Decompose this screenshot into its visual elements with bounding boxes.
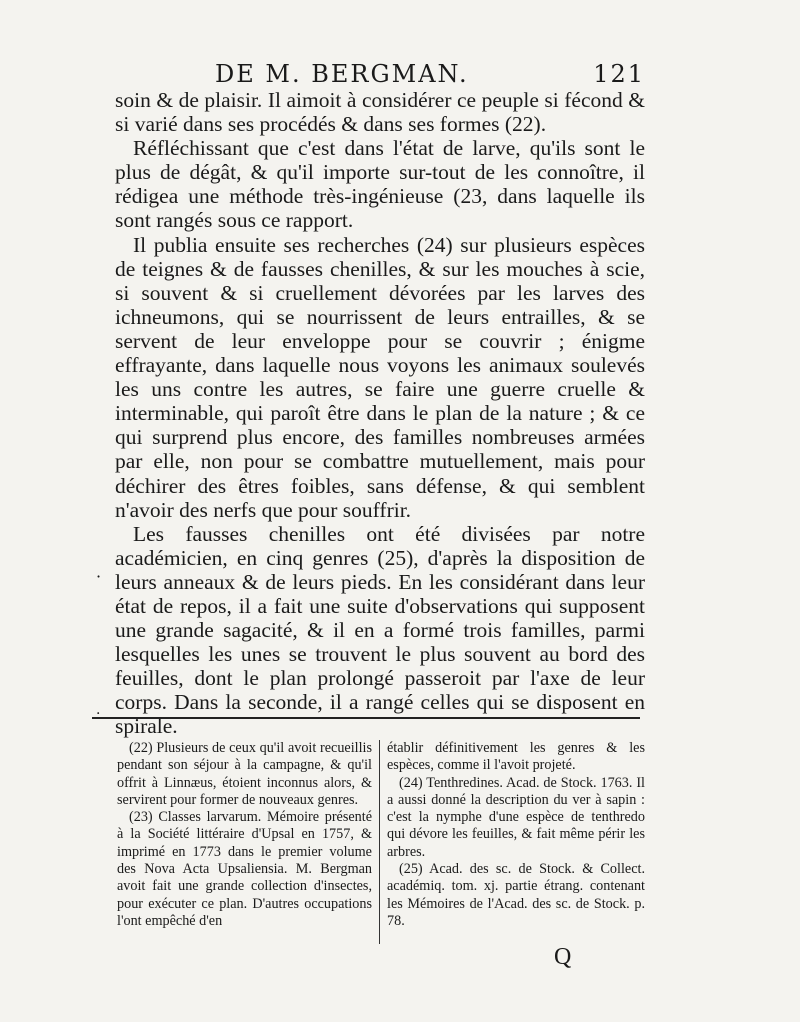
footnotes-right-column <box>387 740 645 930</box>
paragraph: Les fausses chenilles ont été divisées par notre académicien, en cinq genres (25), d'après la disposition de leurs anneaux & de leurs pieds. En les considérant dans leur état de repos, il a fait une suite d'observations qui supposent une grande sagacité, & il en a formé trois familles, parmi lesquelles les unes se trouvent le plus souvent au bord des feuilles, dont le plan prolongé passeroit par l'axe de leur corps. Dans la seconde, il a rangé celles qui se disposent en spirale. <box>115 521 645 739</box>
footnote-separator <box>92 717 640 719</box>
footnote: (24) Tenthredines. Acad. de Stock. 1763. Il a aussi donné la description du ver à sapin : c'est la nymphe d'une espèce de tenthredo qui dévore les feuilles, & fait même périr les arbres. <box>387 774 645 860</box>
paragraph: soin & de plaisir. Il aimoit à considérer ce peuple si fécond & si varié dans ses procédés & dans ses formes (22). <box>115 88 645 137</box>
signature-mark: Q <box>554 944 572 970</box>
footnote: (22) Plusieurs de ceux qu'il avoit recueillis pendant son séjour à la campagne, & qu'il offrit à Linnæus, étoient inconnus alors, & servirent pour former de nouveaux genres. <box>117 740 372 808</box>
footnote-continuation: établir définitivement les genres & les espèces, comme il l'avoit projeté. <box>387 740 645 774</box>
footnotes-left-column <box>117 740 372 930</box>
column-divider <box>379 740 380 944</box>
rule-dot: · <box>96 706 101 722</box>
paragraph: Il publia ensuite ses recherches (24) sur plusieurs espèces de teignes & de fausses chenilles, & sur les mouches à scie, si souvent & si cruellement dévorées par les larves des ichneumons, qui se nourrissent de leurs entrailles, & se servent de leur enveloppe pour se couvrir ; énigme effrayante, dans laquelle nous voyons les animaux soulevés les uns contre les autres, se faire une guerre cruelle & interminable, qui paroît être dans le plan de la nature ; & ce qui surprend plus encore, des familles nombreuses armées par elle, non pour se combattre mutuellement, mais pour déchirer des êtres foibles, sans défense, & qui semblent n'avoir des nerfs que pour souffrir. <box>115 232 645 522</box>
footnote: (23) Classes larvarum. Mémoire présenté à la Société littéraire d'Upsal en 1757, & imprimé en 1773 dans le premier volume des Nova Acta Upsaliensia. M. Bergman avoit fait une grande collection d'insectes, pour exécuter ce plan. D'autres occupations l'ont empêché d'en <box>117 809 372 929</box>
main-text <box>115 88 645 739</box>
footnote: (25) Acad. des sc. de Stock. & Collect. académiq. tom. xj. partie étrang. contenant les Mémoires de l'Acad. des sc. de Stock. p. 78. <box>387 861 645 929</box>
page-number: 121 <box>593 60 645 88</box>
margin-dot: · <box>96 567 102 586</box>
running-title: DE M. BERGMAN. <box>215 60 469 88</box>
paragraph: Réfléchissant que c'est dans l'état de larve, qu'ils sont le plus de dégât, & qu'il importe sur-tout de les connoître, il rédigea une méthode très-ingénieuse (23, dans laquelle ils sont rangés sous ce rapport. <box>115 136 645 233</box>
